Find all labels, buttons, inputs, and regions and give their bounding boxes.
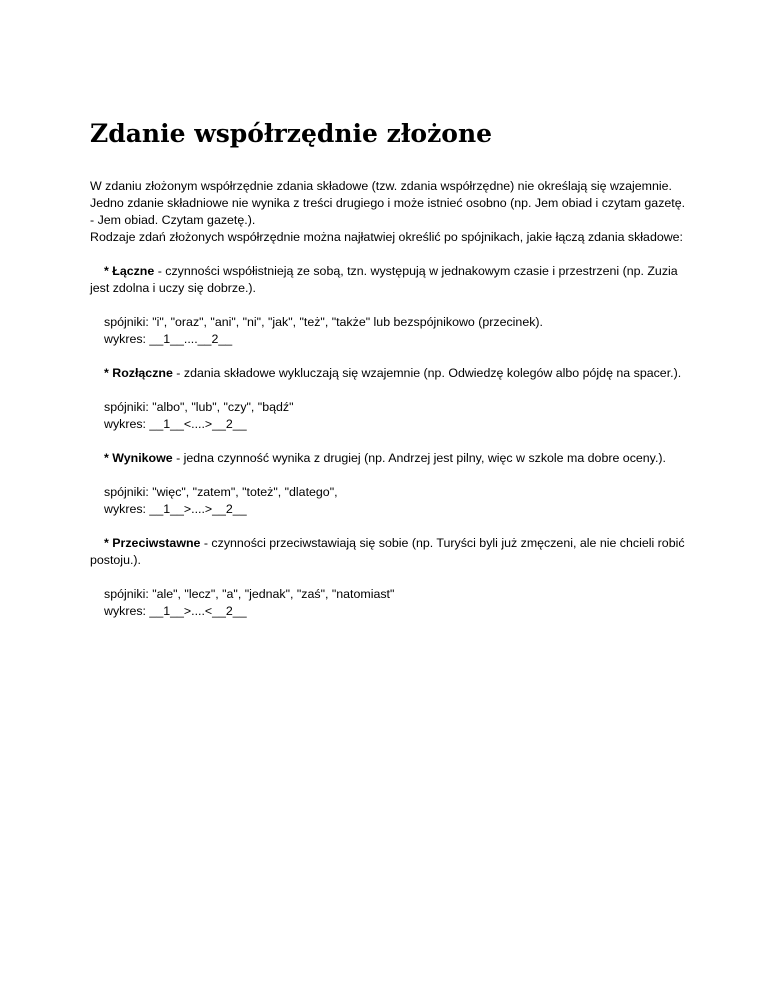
diagram-line: wykres: __1__<....>__2__ xyxy=(104,417,247,431)
intro-section xyxy=(90,178,690,246)
type-block-laczne xyxy=(90,263,690,348)
type-description-text: - czynności przeciwstawiają się sobie (np. Turyści byli już zmęczeni, ale nie chcieli robić postoju.). xyxy=(90,536,685,567)
page-title: Zdanie współrzędnie złożone xyxy=(90,119,493,148)
conjunctions-line: spójniki: "ale", "lecz", "a", "jednak", "zaś", "natomiast" xyxy=(104,587,395,601)
type-details xyxy=(90,314,690,348)
type-name: Wynikowe xyxy=(112,451,173,465)
type-details xyxy=(90,399,690,433)
diagram-line: wykres: __1__>....<__2__ xyxy=(104,604,247,618)
type-description xyxy=(90,535,690,569)
type-description xyxy=(90,263,690,297)
type-details xyxy=(90,484,690,518)
diagram-line: wykres: __1__>....>__2__ xyxy=(104,502,247,516)
type-name: Przeciwstawne xyxy=(112,536,201,550)
type-bullet: * xyxy=(104,451,113,465)
intro-paragraph-1: W zdaniu złożonym współrzędnie zdania składowe (tzw. zdania współrzędne) nie określają się wzajemnie. Jedno zdanie składniowe nie wynika z treści drugiego i może istnieć osobno (np. Jem obiad i czytam gazetę. - Jem obiad. Czytam gazetę.). xyxy=(90,179,686,227)
type-name: Łączne xyxy=(112,264,155,278)
type-block-wynikowe xyxy=(90,450,690,518)
type-description-text: - czynności współistnieją ze sobą, tzn. występują w jednakowym czasie i przestrzeni (np. Zuzia jest zdolna i uczy się dobrze.). xyxy=(90,264,678,295)
type-bullet: * xyxy=(104,536,113,550)
type-block-rozlaczne xyxy=(90,365,690,433)
conjunctions-line: spójniki: "i", "oraz", "ani", "ni", "jak", "też", "także" lub bezspójnikowo (przecinek). xyxy=(104,315,543,329)
intro-paragraph-2: Rodzaje zdań złożonych współrzędnie można najłatwiej określić po spójnikach, jakie łączą zdania składowe: xyxy=(90,230,684,244)
type-description xyxy=(90,450,690,467)
type-description-text: - zdania składowe wykluczają się wzajemnie (np. Odwiedzę kolegów albo pójdę na spacer.). xyxy=(172,366,682,380)
conjunctions-line: spójniki: "więc", "zatem", "toteż", "dlatego", xyxy=(104,485,338,499)
type-description xyxy=(90,365,690,382)
type-block-przeciwstawne xyxy=(90,535,690,620)
type-bullet: * xyxy=(104,366,113,380)
conjunctions-line: spójniki: "albo", "lub", "czy", "bądź" xyxy=(104,400,294,414)
type-bullet: * xyxy=(104,264,113,278)
type-name: Rozłączne xyxy=(112,366,173,380)
type-description-text: - jedna czynność wynika z drugiej (np. Andrzej jest pilny, więc w szkole ma dobre oceny.). xyxy=(172,451,666,465)
diagram-line: wykres: __1__....__2__ xyxy=(104,332,233,346)
type-details xyxy=(90,586,690,620)
document-body xyxy=(90,178,690,637)
